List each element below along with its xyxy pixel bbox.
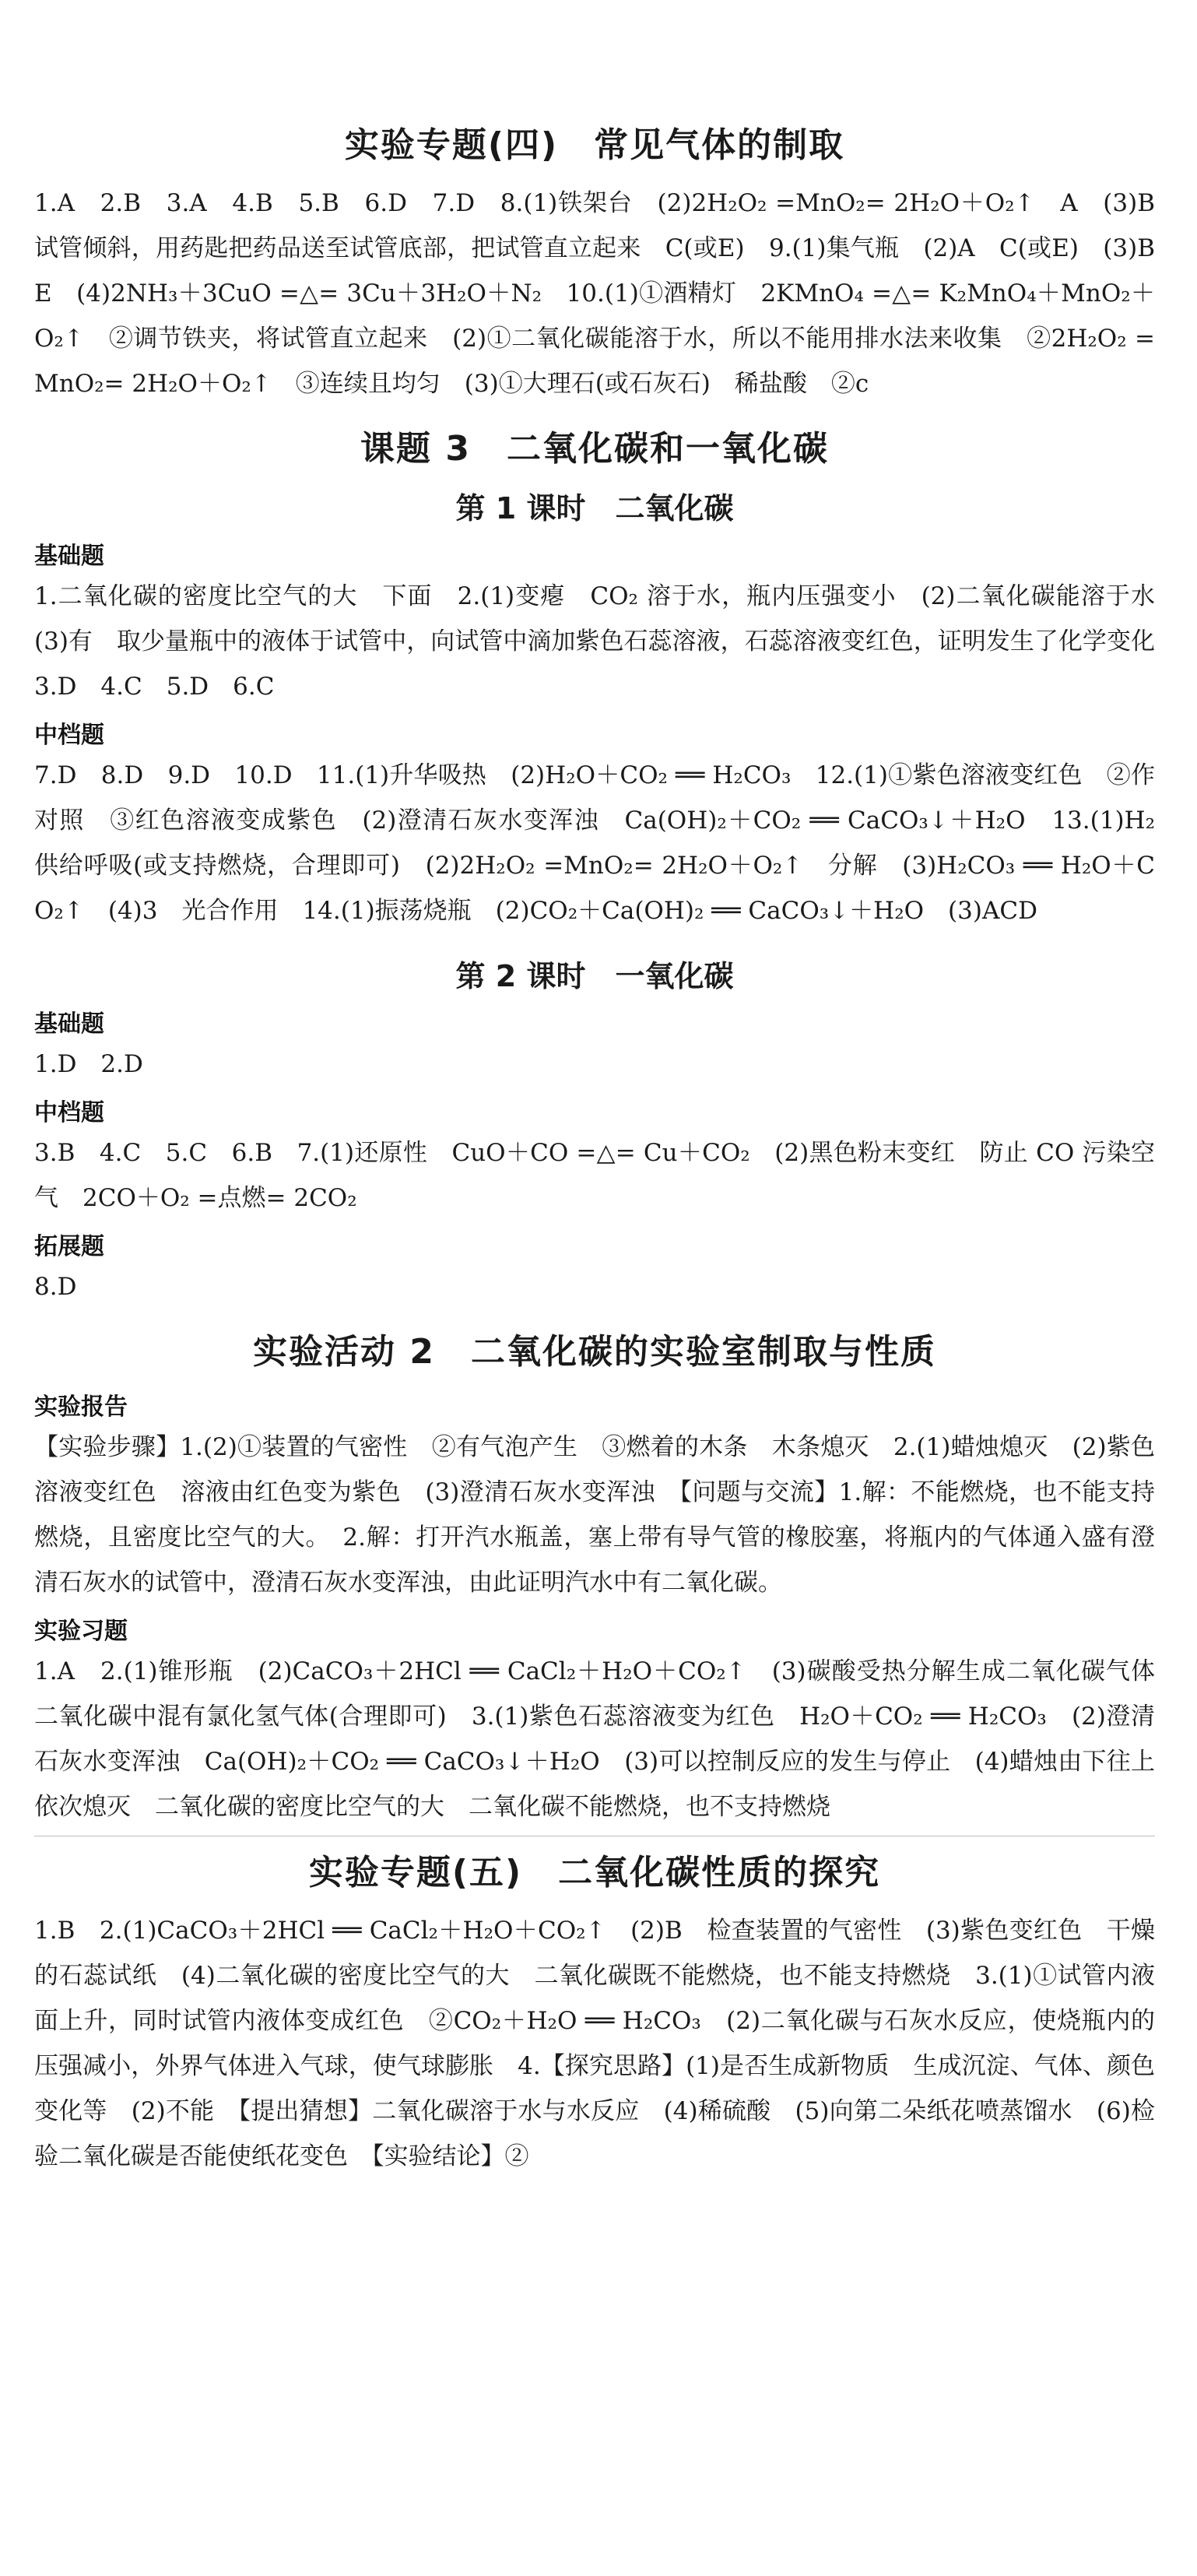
label-mid-1: 中档题 <box>34 722 104 749</box>
label-exercise: 实验习题 <box>34 1618 128 1645</box>
section-title-activity2: 实验活动 2 二氧化碳的实验室制取与性质 <box>253 1332 936 1372</box>
topic5-answers: 1.B 2.(1)CaCO₃＋2HCl ══ CaCl₂＋H₂O＋CO₂↑ (2)B 检查装置的气密性 (3)紫色变红色 干燥的石蕊试纸 (4)二氧化碳的密度比空气的大 二氧化碳既不能燃烧，也不能支持燃烧 3.(1)①试管内液面上升，同时试管内液体变成红色 ②CO₂＋H₂O ══ H₂CO₃ (2)二氧化碳与石灰水反应，使烧瓶内的压强减小，外界气体进入气球，使气球膨胀 4.【探究思路】(1)是否生成新物质 生成沉淀、气体、颜色变化等 (2)不能 【提出猜想】二氧化碳溶于水与水反应 (4)稀硫酸 (5)向第二朵纸花喷蒸馏水 (6)检验二氧化碳是否能使纸花变色 【实验结论】② <box>34 1917 1155 2170</box>
answer-content <box>34 117 1179 2179</box>
period2-ext-answers: 8.D <box>34 1273 77 1301</box>
period1-basic-answers: 1.二氧化碳的密度比空气的大 下面 2.(1)变瘪 CO₂ 溶于水，瓶内压强变小 (2)二氧化碳能溶于水 (3)有 取少量瓶中的液体于试管中，向试管中滴加紫色石蕊溶液，石蕊溶液变红色，证明发生了化学变化 3.D 4.C 5.D 6.C <box>34 582 1179 701</box>
activity2-exercise: 1.A 2.(1)锥形瓶 (2)CaCO₃＋2HCl ══ CaCl₂＋H₂O＋CO₂↑ (3)碳酸受热分解生成二氧化碳气体 二氧化碳中混有氯化氢气体(合理即可) 3.(1)紫色石蕊溶液变为红色 H₂O＋CO₂ ══ H₂CO₃ (2)澄清石灰水变浑浊 Ca(OH)₂＋CO₂ ══ CaCO₃↓＋H₂O (3)可以控制反应的发生与停止 (4)蜡烛由下往上依次熄灭 二氧化碳的密度比空气的大 二氧化碳不能燃烧，也不支持燃烧 <box>34 1657 1179 1821</box>
label-ext-2: 拓展题 <box>34 1233 104 1260</box>
section-title-topic5: 实验专题(五) 二氧化碳性质的探究 <box>308 1853 881 1892</box>
topic4-answers: 1.A 2.B 3.A 4.B 5.B 6.D 7.D 8.(1)铁架台 (2)2H₂O₂ =MnO₂= 2H₂O＋O₂↑ A (3)B 试管倾斜，用药匙把药品送至试管底部，把试管直立起来 C(或E) 9.(1)集气瓶 (2)A C(或E) (3)B E (4)2NH₃＋3CuO =△= 3Cu＋3H₂O＋N₂ 10.(1)①酒精灯 2KMnO₄ =△= K₂MnO₄＋MnO₂＋O₂↑ ②调节铁夹，将试管直立起来 (2)①二氧化碳能溶于水，所以不能用排水法来收集 ②2H₂O₂ =MnO₂= 2H₂O＋O₂↑ ③连续且均匀 (3)①大理石(或石灰石) 稀盐酸 ②c <box>34 189 1179 398</box>
lesson-title-period2: 第 2 课时 一氧化碳 <box>455 959 734 993</box>
label-mid-2: 中档题 <box>34 1099 104 1126</box>
label-basic-2: 基础题 <box>34 1010 104 1038</box>
label-report: 实验报告 <box>34 1393 128 1421</box>
label-basic-1: 基础题 <box>34 543 104 570</box>
section-title-topic4: 实验专题(四) 常见气体的制取 <box>344 125 845 165</box>
lesson-title-period1: 第 1 课时 二氧化碳 <box>455 491 734 525</box>
activity2-report: 【实验步骤】1.(2)①装置的气密性 ②有气泡产生 ③燃着的木条 木条熄灭 2.(1)蜡烛熄灭 (2)紫色 溶液变红色 溶液由红色变为紫色 (3)澄清石灰水变浑浊 【问题与交流】1.解：不能燃烧，也不能支持燃烧，且密度比空气的大。 2.解：打开汽水瓶盖，塞上带有导气管的橡胶塞，将瓶内的气体通入盛有澄清石灰水的试管中，澄清石灰水变浑浊，由此证明汽水中有二氧化碳。 <box>34 1433 1179 1597</box>
period2-mid-answers: 3.B 4.C 5.C 6.B 7.(1)还原性 CuO＋CO =△= Cu＋CO₂ (2)黑色粉末变红 防止 CO 污染空气 2CO＋O₂ =点燃= 2CO₂ <box>34 1139 1155 1212</box>
period1-mid-answers: 7.D 8.D 9.D 10.D 11.(1)升华吸热 (2)H₂O＋CO₂ ══ H₂CO₃ 12.(1)①紫色溶液变红色 ②作对照 ③红色溶液变成紫色 (2)澄清石灰水变浑浊 Ca(OH)₂＋CO₂ ══ CaCO₃↓＋H₂O 13.(1)H₂ 供给呼吸(或支持燃烧，合理即可) (2)2H₂O₂ =MnO₂= 2H₂O＋O₂↑ 分解 (3)H₂CO₃ ══ H₂O＋CO₂↑ (4)3 光合作用 14.(1)振荡烧瓶 (2)CO₂＋Ca(OH)₂ ══ CaCO₃↓＋H₂O (3)ACD <box>34 761 1179 925</box>
section-title-lesson3: 课题 3 二氧化碳和一氧化碳 <box>360 429 829 469</box>
period2-basic-answers: 1.D 2.D <box>34 1050 143 1078</box>
